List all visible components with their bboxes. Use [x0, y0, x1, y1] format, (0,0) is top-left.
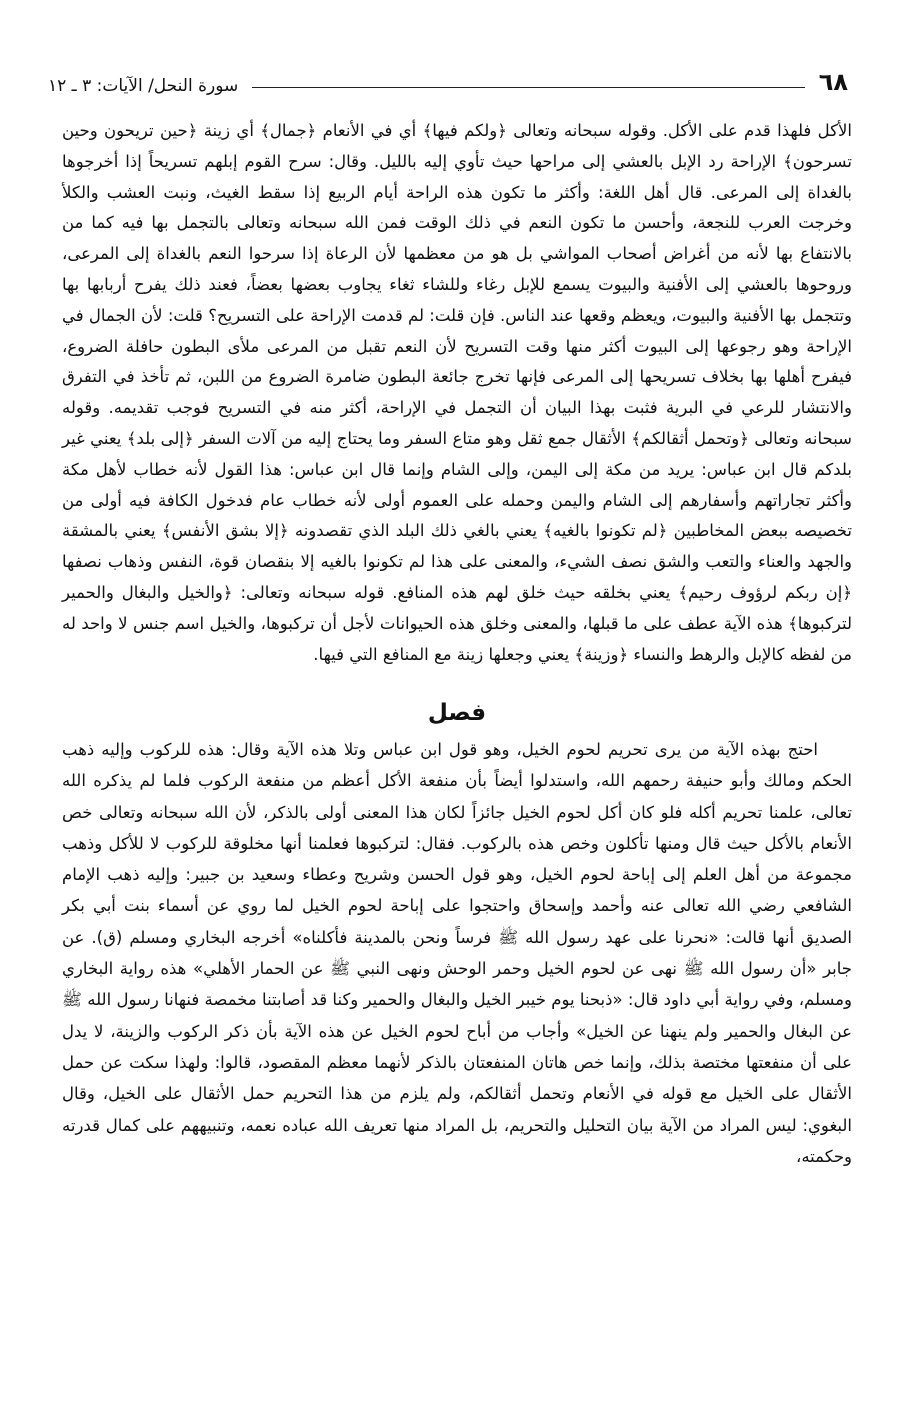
tafsir-paragraph: الأكل فلهذا قدم على الأكل. وقوله سبحانه وتعالى ﴿ولكم فيها﴾ أي في الأنعام ﴿جمال﴾ أي زينة ﴿حين تريحون وحين تسرحون﴾ الإراحة رد الإبل بالعشي إلى مراحها حيث تأوي إليه بالليل. وقال: سرح القوم إبلهم تسريحاً إذا أخرجوها بالغداة إلى المرعى. قال أهل اللغة: وأكثر ما تكون هذه الراحة أيام الربيع إذا سقط الغيث، ونبت العشب والكلأ وخرجت العرب للنجعة، وأحسن ما تكون النعم في ذلك الوقت فمن الله سبحانه وتعالى بالتجمل بها فيه كما من بالانتفاع بها لأنه من أغراض أصحاب المواشي بل هو من معظمها لأن الرعاة إذا سرحوا النعم بالغداة إلى المرعى، وروحوها بالعشي إلى الأفنية والبيوت يسمع للإبل رغاء وللشاء ثغاء يجاوب بعضها بعضاً، فعند ذلك يفرح أربابها بها وتتجمل بها الأفنية والبيوت، ويعظم وقعها عند الناس. فإن قلت: لم قدمت الإراحة على التسريح؟ قلت: لأن الجمال في الإراحة وهو رجوعها إلى البيوت أكثر منها وقت التسريح لأن النعم تقبل من المرعى ملأى البطون حافلة الضروع، فيفرح أهلها بها بخلاف تسريحها إلى المرعى فإنها تخرج جائعة البطون ضامرة الضروع من اللبن، ثم تأخذ في التفرق والانتشار للرعي في البرية فثبت بهذا البيان أن التجمل في الإراحة، أكثر منه في التسريح فوجب تقديمه. وقوله سبحانه وتعالى ﴿وتحمل أثقالكم﴾ الأثقال جمع ثقل وهو متاع السفر وما يحتاج إليه من آلات السفر ﴿إلى بلد﴾ يعني غير بلدكم قال ابن عباس: يريد من مكة إلى اليمن، وإلى الشام وإنما قال ابن عباس: هذا القول لأنه خطاب لأهل مكة وأكثر تجاراتهم وأسفارهم إلى الشام واليمن وحمله على العموم أولى لأنه خطاب عام فدخول الكافة فيه أولى من تخصيصه ببعض المخاطبين ﴿لم تكونوا بالغيه﴾ يعني بالغي ذلك البلد الذي تقصدونه ﴿إلا بشق الأنفس﴾ يعني بالمشقة والجهد والعناء والتعب والشق نصف الشيء، والمعنى على هذا لم تكونوا بالغيه إلا بنقصان قوة، النفس وذهاب نصفها ﴿إن ربكم لرؤوف رحيم﴾ يعني بخلقه حيث خلق لهم هذه المنافع. قوله سبحانه وتعالى: ﴿والخيل والبغال والحمير لتركبوها﴾ هذه الآية عطف على ما قبلها، والمعنى وخلق هذه الحيوانات لأجل أن تركبوها، والخيل اسم جنس لا واحد له من لفظه كالإبل والرهط والنساء ﴿وزينة﴾ يعني وجعلها زينة مع المنافع التي فيها. [62, 121, 852, 664]
section-heading: فصل [427, 700, 487, 726]
page-header [48, 62, 848, 96]
running-header-chapter: سورة النحل/ الآيات: ٣ ـ ١٢ [48, 76, 239, 96]
page-number: ٦٨ [818, 68, 848, 96]
section-paragraph: احتج بهذه الآية من يرى تحريم لحوم الخيل، وهو قول ابن عباس وتلا هذه الآية وقال: هذه للركوب وإليه ذهب الحكم ومالك وأبو حنيفة رحمهم الله، واستدلوا أيضاً بأن منفعة الأكل أعظم من منفعة الركوب فلما لم يذكره الله تعالى، علمنا تحريم أكله فلو كان أكل لحوم الخيل جائزاً لكان هذا المعنى أولى بالذكر، لأن الله سبحانه وتعالى خص الأنعام بالأكل حيث قال ومنها تأكلون وخص هذه بالركوب. فقال: لتركبوها فعلمنا أنها مخلوقة للركوب لا للأكل وذهب مجموعة من أهل العلم إلى إباحة لحوم الخيل، وهو قول الحسن وشريح وعطاء وسعيد بن جبير: وإليه ذهب الإمام الشافعي رضي الله تعالى عنه وأحمد وإسحاق واحتجوا على إباحة لحوم الخيل لما روي عن أسماء بنت أبي بكر الصديق أنها قالت: «نحرنا على عهد رسول الله ﷺ فرساً ونحن بالمدينة فأكلناه» أخرجه البخاري ومسلم (ق). عن جابر «أن رسول الله ﷺ نهى عن لحوم الخيل وحمر الوحش ونهى النبي ﷺ عن الحمار الأهلي» هذه رواية البخاري ومسلم، وفي رواية أبي داود قال: «ذبحنا يوم خيبر الخيل والبغال والحمير وكنا قد أصابتنا مخمصة فنهانا رسول الله ﷺ عن البغال والحمير ولم ينهنا عن الخيل» وأجاب من أباح لحوم الخيل عن هذه الآية بأن ذكر الركوب والزينة، لا يدل على أن منفعتها مختصة بذلك، وإنما خص هاتان المنفعتان بالذكر لأنهما معظم المقصود، قالوا: ولهذا سكت عن حمل الأثقال على الخيل مع قوله في الأنعام وتحمل أثقالكم، ولم يلزم من هذا التحريم حمل الأثقال على الخيل، وقال البغوي: ليس المراد من الآية بيان التحليل والتحريم، بل المراد منها تعريف الله عباده نعمه، وتنبيههم على كمال قدرته وحكمته، [62, 740, 852, 1166]
header-rule [252, 87, 804, 88]
